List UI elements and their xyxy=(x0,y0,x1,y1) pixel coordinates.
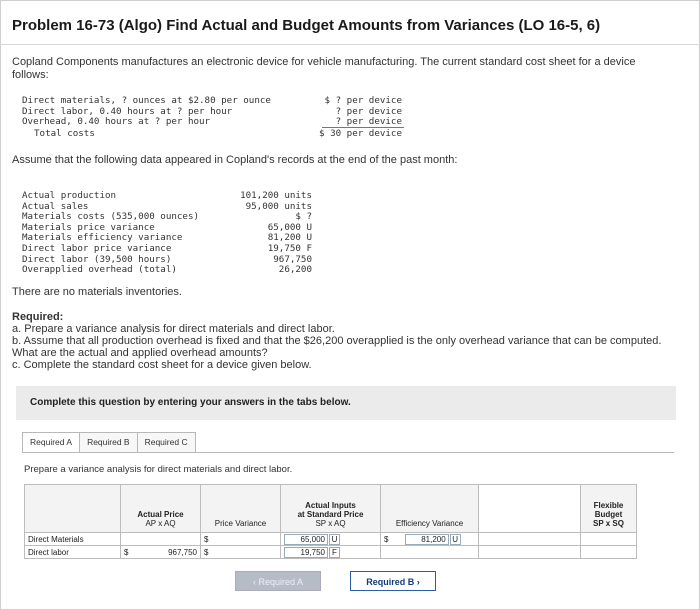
price-variance-header-text: Price Variance xyxy=(214,519,267,528)
variance-row-labor xyxy=(25,546,637,559)
required-a: a. Prepare a variance analysis for direct materials and direct labor. xyxy=(12,323,335,335)
row-label-materials: Direct Materials xyxy=(25,533,121,546)
required-c: c. Complete the standard cost sheet for a device given below. xyxy=(12,359,312,371)
next-tab-button[interactable]: Required B › xyxy=(350,571,436,591)
std-line-materials: Direct materials, ? ounces at $2.80 per ounce xyxy=(22,95,271,106)
labor-spacer-cell[interactable] xyxy=(479,546,581,559)
materials-flexible-budget-cell[interactable] xyxy=(581,533,637,546)
tab-prompt: Prepare a variance analysis for direct materials and direct labor. xyxy=(24,464,293,475)
std-total-value: $ 30 per device xyxy=(319,128,402,139)
actual-price-header-line-1: Actual Price xyxy=(137,510,184,519)
actual-price-header xyxy=(121,485,201,533)
materials-efficiency-cell xyxy=(381,533,479,546)
tab-bar xyxy=(22,432,195,452)
no-inventories-note: There are no materials inventories. xyxy=(12,286,182,298)
efficiency-variance-header-text: Efficiency Variance xyxy=(395,519,464,528)
std-value-overhead: ? per device xyxy=(335,116,402,128)
price-variance-header xyxy=(201,485,281,533)
variance-table xyxy=(24,484,637,559)
materials-efficiency-flag[interactable]: U xyxy=(450,534,461,545)
records-labels: Actual production Actual sales Materials costs (535,000 ounces) Materials price variance Materials efficiency variance Direct labor price variance Direct labor (39,500 hours) Overapplied overhead (total) xyxy=(22,190,200,276)
actual-inputs-header-line-1: Actual Inputs xyxy=(305,501,356,510)
labor-price-variance-cell xyxy=(201,546,281,559)
efficiency-variance-header xyxy=(381,485,479,533)
prev-tab-button[interactable]: ‹ Required A xyxy=(235,571,321,591)
actual-inputs-header xyxy=(281,485,381,533)
variance-table-header xyxy=(25,485,637,533)
materials-price-variance-flag[interactable]: U xyxy=(329,534,340,545)
std-line-labor: Direct labor, 0.40 hours at ? per hour xyxy=(22,105,233,117)
labor-price-variance-input[interactable]: 19,750 xyxy=(284,547,328,558)
title-divider xyxy=(0,44,700,45)
row-label-labor: Direct labor xyxy=(25,546,121,559)
materials-efficiency-dollar: $ xyxy=(384,534,389,544)
flexible-budget-header xyxy=(581,485,637,533)
std-value-materials: $ ? per device xyxy=(324,95,402,106)
labor-flexible-budget-cell[interactable] xyxy=(581,546,637,559)
instruction-panel xyxy=(16,386,676,420)
required-b-line-2: What are the actual and applied overhead amounts? xyxy=(12,347,268,359)
required-b-line-1: b. Assume that all production overhead is fixed and that the $26,200 overapplied is the only overhead variance that can be computed. xyxy=(12,335,662,347)
materials-actual-price-cell[interactable] xyxy=(121,533,201,546)
tab-required-c[interactable]: Required C xyxy=(137,432,196,452)
labor-actual-price-value[interactable]: 967,750 xyxy=(168,547,197,557)
labor-actual-price-dollar: $ xyxy=(124,547,129,557)
variance-row-materials xyxy=(25,533,637,546)
materials-spacer-cell[interactable] xyxy=(479,533,581,546)
labor-price-variance-flag[interactable]: F xyxy=(329,547,340,558)
actual-inputs-header-line-3: SP x AQ xyxy=(315,519,346,528)
records-values: 101,200 units 95,000 units $ ? 65,000 U 81,200 U 19,750 F 967,750 26,200 xyxy=(240,190,312,276)
materials-efficiency-input[interactable]: 81,200 xyxy=(405,534,449,545)
materials-price-variance-cell xyxy=(201,533,281,546)
actual-price-header-line-2: AP x AQ xyxy=(145,519,176,528)
std-total-label: Total costs xyxy=(34,128,95,139)
tab-required-a[interactable]: Required A xyxy=(22,432,80,452)
materials-price-variance-input[interactable]: 65,000 xyxy=(284,534,328,545)
flexible-budget-header-line-2: Budget xyxy=(594,510,623,519)
flexible-budget-header-line-3: SP x SQ xyxy=(593,519,624,528)
labor-actual-inputs-cell xyxy=(281,546,381,559)
materials-actual-inputs-cell xyxy=(281,533,381,546)
required-heading: Required: xyxy=(12,311,64,323)
tabs-divider xyxy=(22,452,674,453)
labor-efficiency-cell[interactable] xyxy=(381,546,479,559)
instruction-text: Complete this question by entering your answers in the tabs below. xyxy=(30,397,351,408)
intro-line-2: follows: xyxy=(12,69,49,81)
labor-actual-price-cell[interactable] xyxy=(121,546,201,559)
spacer-header xyxy=(479,485,581,533)
flexible-budget-header-line-1: Flexible xyxy=(593,501,624,510)
materials-price-variance-dollar: $ xyxy=(204,534,209,544)
tab-required-b[interactable]: Required B xyxy=(79,432,138,452)
labor-price-variance-dollar: $ xyxy=(204,547,209,557)
intro-line-1: Copland Components manufactures an electronic device for vehicle manufacturing. The current standard cost sheet for a device xyxy=(12,56,636,68)
row-label-header xyxy=(25,485,121,533)
std-line-overhead: Overhead, 0.40 hours at ? per hour xyxy=(22,116,211,128)
problem-title: Problem 16-73 (Algo) Find Actual and Budget Amounts from Variances (LO 16-5, 6) xyxy=(12,17,601,34)
actual-inputs-header-line-2: at Standard Price xyxy=(297,510,364,519)
std-value-labor: ? per device xyxy=(335,105,402,117)
records-intro: Assume that the following data appeared in Copland's records at the end of the past month: xyxy=(12,154,458,166)
